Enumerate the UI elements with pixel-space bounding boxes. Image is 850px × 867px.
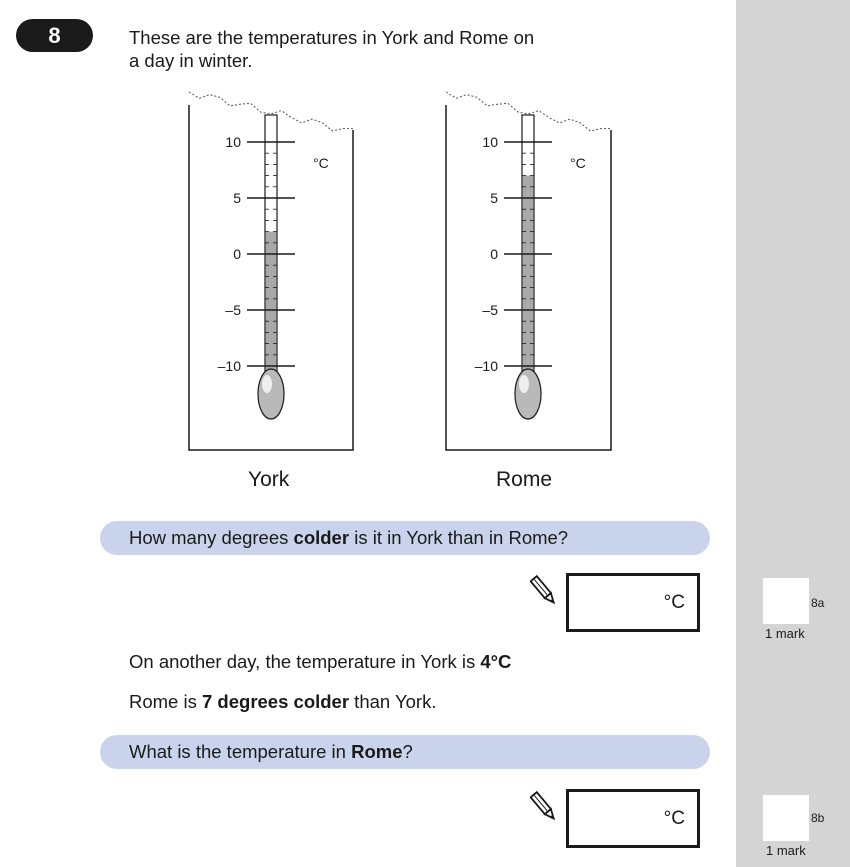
answer-unit-b: °C [663, 808, 685, 829]
city-label-rome: Rome [496, 468, 553, 491]
prompt-text: ? [402, 741, 413, 762]
info-text: than York. [349, 691, 437, 712]
question-b-prompt [100, 735, 710, 769]
mark-box-8b [763, 795, 809, 841]
scale-label: 10 [482, 134, 498, 150]
prompt-text: How many degrees [129, 527, 294, 548]
info-bold-text: 7 degrees colder [202, 691, 350, 712]
mercury-column [523, 176, 534, 380]
answer-box-a[interactable] [566, 573, 700, 632]
scale-label: 5 [490, 190, 498, 206]
answer-unit-a: °C [663, 592, 685, 613]
city-label-york: York [248, 468, 290, 491]
mark-box-8a [763, 578, 809, 624]
thermometer-bulb [515, 369, 541, 419]
unit-label: °C [313, 155, 329, 171]
question-number: 8 [16, 19, 93, 52]
thermometer-bulb [258, 369, 284, 419]
info-text: Rome is [129, 691, 202, 712]
scale-label: 10 [225, 134, 241, 150]
scale-label: –10 [474, 358, 498, 374]
prompt-bold-text: Rome [351, 741, 403, 762]
unit-label: °C [570, 155, 586, 171]
thermometer-rome [446, 92, 611, 450]
scale-label: –10 [217, 358, 241, 374]
bulb-highlight [519, 375, 529, 393]
prompt-bold-text: colder [293, 527, 350, 548]
mark-label-8a: 1 mark [765, 626, 805, 641]
thermometer-york [189, 92, 353, 450]
pencil-icon [530, 789, 558, 825]
intro-line-2: a day in winter. [129, 50, 253, 71]
mark-label-8b: 1 mark [766, 843, 806, 858]
scale-label: 0 [490, 246, 498, 262]
intro-line-1: These are the temperatures in York and Rome on [129, 27, 535, 48]
question-label-8b: 8b [811, 811, 825, 825]
scale-label: –5 [225, 302, 241, 318]
answer-box-b[interactable] [566, 789, 700, 848]
info-text: On another day, the temperature in York is [129, 651, 481, 672]
info-line-1 [129, 651, 511, 673]
info-line-2 [129, 691, 436, 713]
info-bold-text: 4°C [480, 651, 512, 672]
pencil-icon [530, 573, 558, 609]
prompt-text: What is the temperature in [129, 741, 352, 762]
scale-label: 0 [233, 246, 241, 262]
bulb-highlight [262, 375, 272, 393]
scale-label: –5 [482, 302, 498, 318]
prompt-text: is it in York than in Rome? [349, 527, 569, 548]
question-label-8a: 8a [811, 596, 825, 610]
question-a-prompt [100, 521, 710, 555]
scale-label: 5 [233, 190, 241, 206]
